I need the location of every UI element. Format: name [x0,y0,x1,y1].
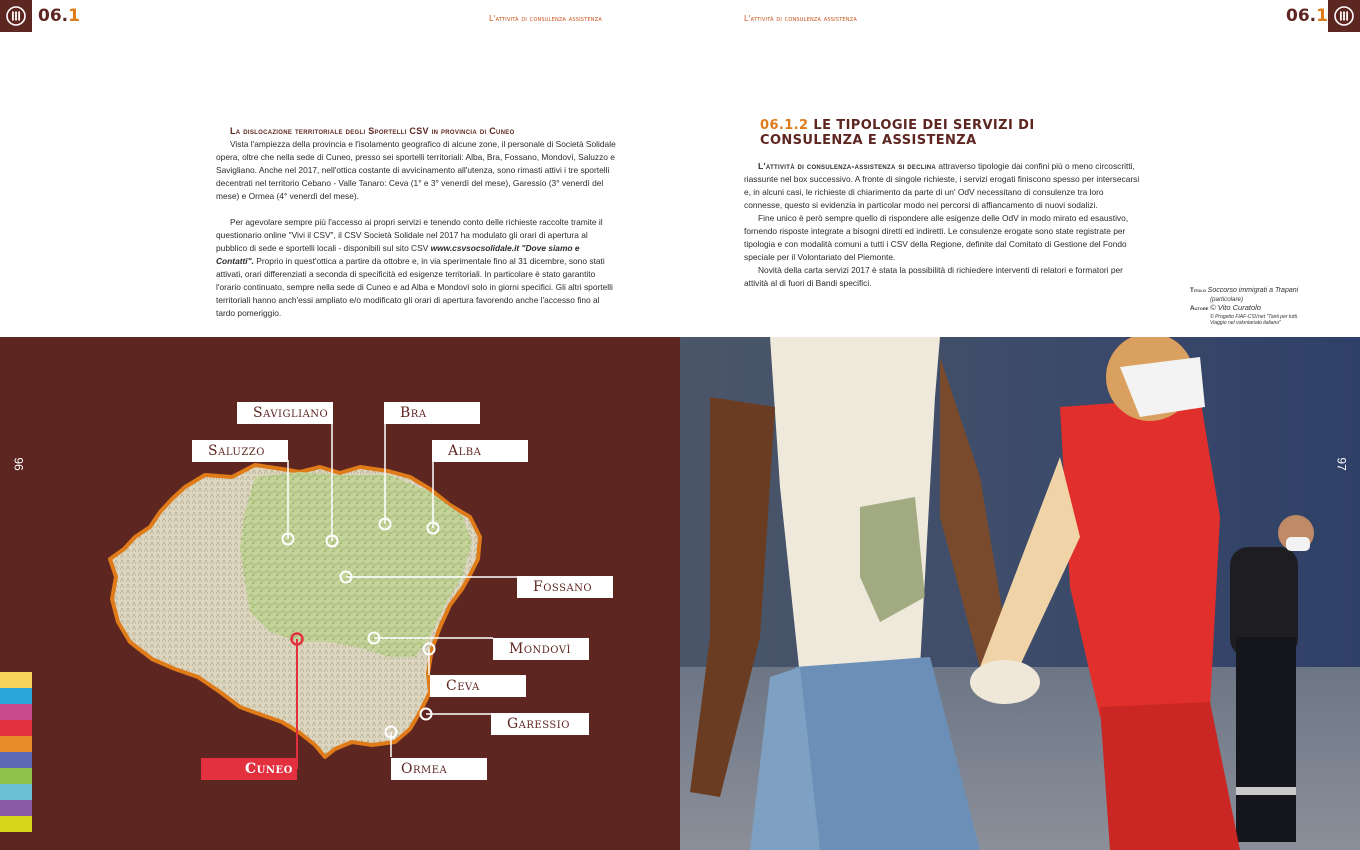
town-label-mondovi: Mondovì [493,638,589,660]
left-lead-title: La dislocazione territoriale degli Sportelli CSV in provincia di Cuneo [230,126,515,136]
color-swatch [0,816,32,832]
color-swatch [0,672,32,688]
left-paragraph-2: Per agevolare sempre più l'accesso ai propri servizi e tenendo conto delle richieste raccolte tramite il questionario online "Vivi il CSV", il CSV Società Solidale nel 2017 ha modulato gli orari di apertura al pubblico di sede e sportelli locali - disponibili sul sito CSV www.csvsocsolidale.it "Dove siamo e Contatti". Proprio in quest'ottica a partire da ottobre e, in via sperimentale fino al 31 dicembre, sono stati attivati, orari differenziati a seconda di specificità ed esigenze territoriali. In particolare è stato garantito l'orario continuato, sempre nella sede di Cuneo e ad Alba e Mondovì solo in giorni specifici. Gli altri sportelli territoriali hanno anch'essi ampliato e/o modificato gli orari di apertura favorendo anche l'accesso fino al tardo pomeriggio. [216,217,613,318]
town-label-savigliano: Savigliano [237,402,333,424]
running-title-left: L'attività di consulenza assistenza [489,14,602,23]
town-label-ceva: Ceva [430,675,526,697]
town-label-ormea: Ormea [391,758,487,780]
town-label-fossano: Fossano [517,576,613,598]
photo-credit: Titolo Soccorso immigrati a Trapani (particolare) Autore © Vito Curatolo © Progetto FIAF-CSVnet "Tanti per tutti. Viaggio nel volontariato italiano" [1190,287,1299,326]
color-swatch [0,768,32,784]
color-swatch [0,784,32,800]
town-label-saluzzo: Saluzzo [192,440,288,462]
photo-rescue-migrants [680,337,1360,850]
right-paragraph-2: Fine unico è però sempre quello di rispondere alle esigenze delle OdV in modo mirato ed esaustivo, fornendo risposte integrate a bisogni diretti ed indiretti. Le consulenze erogate sono state registrate per tipologia e con modalità comuni a tutti i CSV della Regione, definite dal Comitato di Gestione del Fondo speciale per il Volontariato del Piemonte. [744,213,1129,262]
left-text-block [216,125,616,320]
color-swatch [0,800,32,816]
left-paragraph-1: Vista l'ampiezza della provincia e l'isolamento geografico di alcune zone, il personale di Società Solidale opera, oltre che nella sede di Cuneo, presso sei sportelli territoriali: Alba, Bra, Fossano, Mondovì, Saluzzo e Savigliano. Anche nel 2017, nell'ottica costante di avvicinamento all'utenza, sono rimasti attivi i tre sportelli decentrati nel territorio Cebano - Valle Tanaro: Ceva (1° e 3° venerdì del mese), Garessio (3° venerdì del mese) e Ormea (4° venerdì del mese). [216,139,616,201]
map-panel [0,337,680,850]
color-swatch [0,752,32,768]
town-label-cuneo: Cuneo [201,758,297,780]
section-number-left: 06.1 [38,6,80,26]
page-number-right: 97 [1334,457,1349,471]
section-number-right: 06.1 [1286,6,1328,26]
right-paragraph-1: L'attività di consulenza-assistenza si declina attraverso tipologie dai confini più o meno circoscritti, riassunte nel box successivo. A fronte di singole richieste, i servizi erogati finiscono spesso per intersecarsi e, in alcuni casi, le richieste di chiarimento da parte di un' OdV necessitano di consulenze tra loro connesse, questo si evidenzia in particolar modo nei percorsi di affiancamento di nuovi sodalizi. [744,161,1140,210]
town-label-alba: Alba [432,440,528,462]
section-badge-right [1328,0,1360,32]
color-swatch [0,736,32,752]
town-label-bra: Bra [384,402,480,424]
page-number-left: 96 [11,457,26,471]
right-paragraph-3: Novità della carta servizi 2017 è stata la possibilità di richiedere interventi di relatori e formatori per attività al di fuori di Bandi specifici. [744,265,1123,288]
color-swatch [0,704,32,720]
color-swatch [0,720,32,736]
csv-website-link[interactable]: www.csvsocsolidale.it "Dove siamo e Contatti". [216,243,580,266]
color-swatch [0,688,32,704]
section-badge-left [0,0,32,32]
running-title-right: L'attività di consulenza assistenza [744,14,857,23]
town-label-garessio: Garessio [491,713,589,735]
roman-three-icon [5,5,27,27]
right-heading: 06.1.2 LE TIPOLOGIE DEI SERVIZI DI CONSULENZA E ASSISTENZA [760,118,1035,148]
photo-illustration [680,337,1360,850]
roman-three-icon [1333,5,1355,27]
right-text-block [744,160,1144,290]
